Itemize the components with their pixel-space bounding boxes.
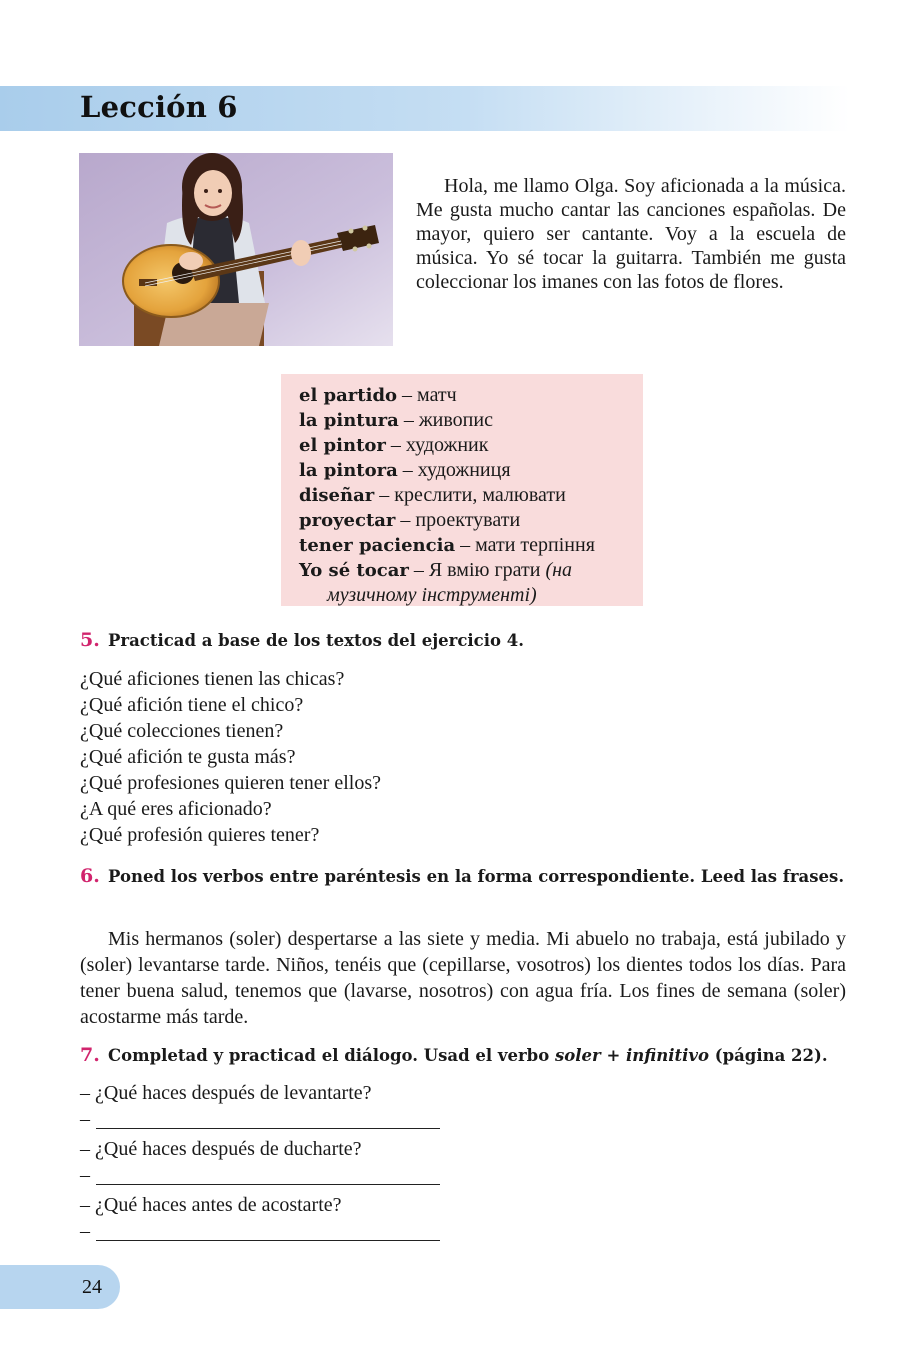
vocab-translation: – художник — [385, 434, 489, 456]
vocab-term: el partido — [299, 385, 398, 406]
page-title: Lección 6 — [80, 90, 238, 124]
vocab-term: proyectar — [299, 510, 396, 531]
list-item: ¿Qué afición tiene el chico? — [80, 694, 304, 716]
vocab-note-continuation: музичному інструменті) — [327, 584, 537, 606]
exercise-5-heading — [80, 630, 850, 651]
dialog-question: – ¿Qué haces después de ducharte? — [80, 1138, 362, 1160]
list-item: ¿Qué profesiones quieren tener ellos? — [80, 772, 381, 794]
vocab-entry — [299, 533, 643, 558]
vocab-term: la pintora — [299, 460, 398, 481]
vocab-translation: – матч — [397, 384, 457, 406]
list-item: ¿A qué eres aficionado? — [80, 798, 272, 820]
vocab-translation: – Я вмію грати — [408, 559, 546, 581]
list-item: ¿Qué profesión quieres tener? — [80, 824, 320, 846]
exercise-7-heading — [80, 1045, 850, 1066]
intro-paragraph: Hola, me llamo Olga. Soy aficionada a la música. Me gusta mucho cantar las canciones españolas. De mayor, quiero ser cantante. Voy a la escuela de música. Yo sé tocar la guitarra. También me gusta coleccionar los imanes con las fotos de flores. — [416, 175, 846, 293]
vocab-term: la pintura — [299, 410, 399, 431]
vocab-entry — [299, 458, 643, 483]
exercise-instruction-italic: soler + infinitivo — [554, 1046, 710, 1065]
exercise-instruction: Poned los verbos entre paréntesis en la forma correspondiente. Leed las frases. — [108, 867, 845, 886]
vocab-entry — [299, 483, 643, 508]
vocabulary-box — [281, 374, 643, 606]
vocab-translation: – живопис — [398, 409, 493, 431]
answer-rule — [96, 1184, 440, 1185]
vocab-translation: – мати терпіння — [455, 534, 595, 556]
exercise-number: 5. — [80, 629, 100, 651]
question-list — [80, 666, 580, 848]
answer-rule — [96, 1240, 440, 1241]
vocab-translation: – художниця — [397, 459, 511, 481]
answer-dash: – — [80, 1220, 90, 1242]
vocab-entry — [299, 508, 643, 533]
answer-blank[interactable] — [80, 1108, 520, 1136]
exercise-6-heading — [80, 866, 850, 887]
list-item: ¿Qué aficiones tienen las chicas? — [80, 668, 345, 690]
exercise-number: 7. — [80, 1044, 100, 1066]
vocab-term: Yo sé tocar — [299, 560, 409, 581]
dialog-question: – ¿Qué haces antes de acostarte? — [80, 1194, 342, 1216]
vocab-entry — [299, 383, 643, 408]
exercise-6-paragraph: Mis hermanos (soler) despertarse a las siete y media. Mi abuelo no trabaja, está jubilado y (soler) levantarse tarde. Niños, tenéis que (cepillarse, vosotros) los dientes todos los días. Para tener buena salud, tenemos que (lavarse, nosotros) con agua fría. Los fines de semana (soler) acostarme más tarde. — [80, 928, 846, 1028]
vocab-entry — [299, 433, 643, 458]
vocab-entry — [299, 558, 643, 583]
exercise-number: 6. — [80, 865, 100, 887]
vocab-term: el pintor — [299, 435, 386, 456]
answer-dash: – — [80, 1164, 90, 1186]
girl-with-guitar-photo — [79, 153, 393, 346]
exercise-instruction: Completad y practicad el diálogo. Usad el verbo — [108, 1046, 555, 1065]
list-item: ¿Qué afición te gusta más? — [80, 746, 296, 768]
vocab-entry — [299, 408, 643, 433]
dialog-exercise — [80, 1080, 520, 1248]
list-item: ¿Qué colecciones tienen? — [80, 720, 284, 742]
page-number: 24 — [82, 1276, 102, 1298]
vocab-term: diseñar — [299, 485, 375, 506]
answer-blank[interactable] — [80, 1220, 520, 1248]
vocab-translation: – креслити, малювати — [374, 484, 566, 506]
dialog-question: – ¿Qué haces después de levantarte? — [80, 1082, 372, 1104]
answer-blank[interactable] — [80, 1164, 520, 1192]
exercise-instruction: Practicad a base de los textos del ejercicio 4. — [108, 631, 524, 650]
vocab-note: (на — [545, 559, 573, 581]
exercise-instruction-end: (página 22). — [709, 1046, 828, 1065]
vocab-translation: – проектувати — [395, 509, 521, 531]
answer-dash: – — [80, 1108, 90, 1130]
vocab-term: tener paciencia — [299, 535, 456, 556]
page-number-tab — [0, 1265, 120, 1309]
answer-rule — [96, 1128, 440, 1129]
